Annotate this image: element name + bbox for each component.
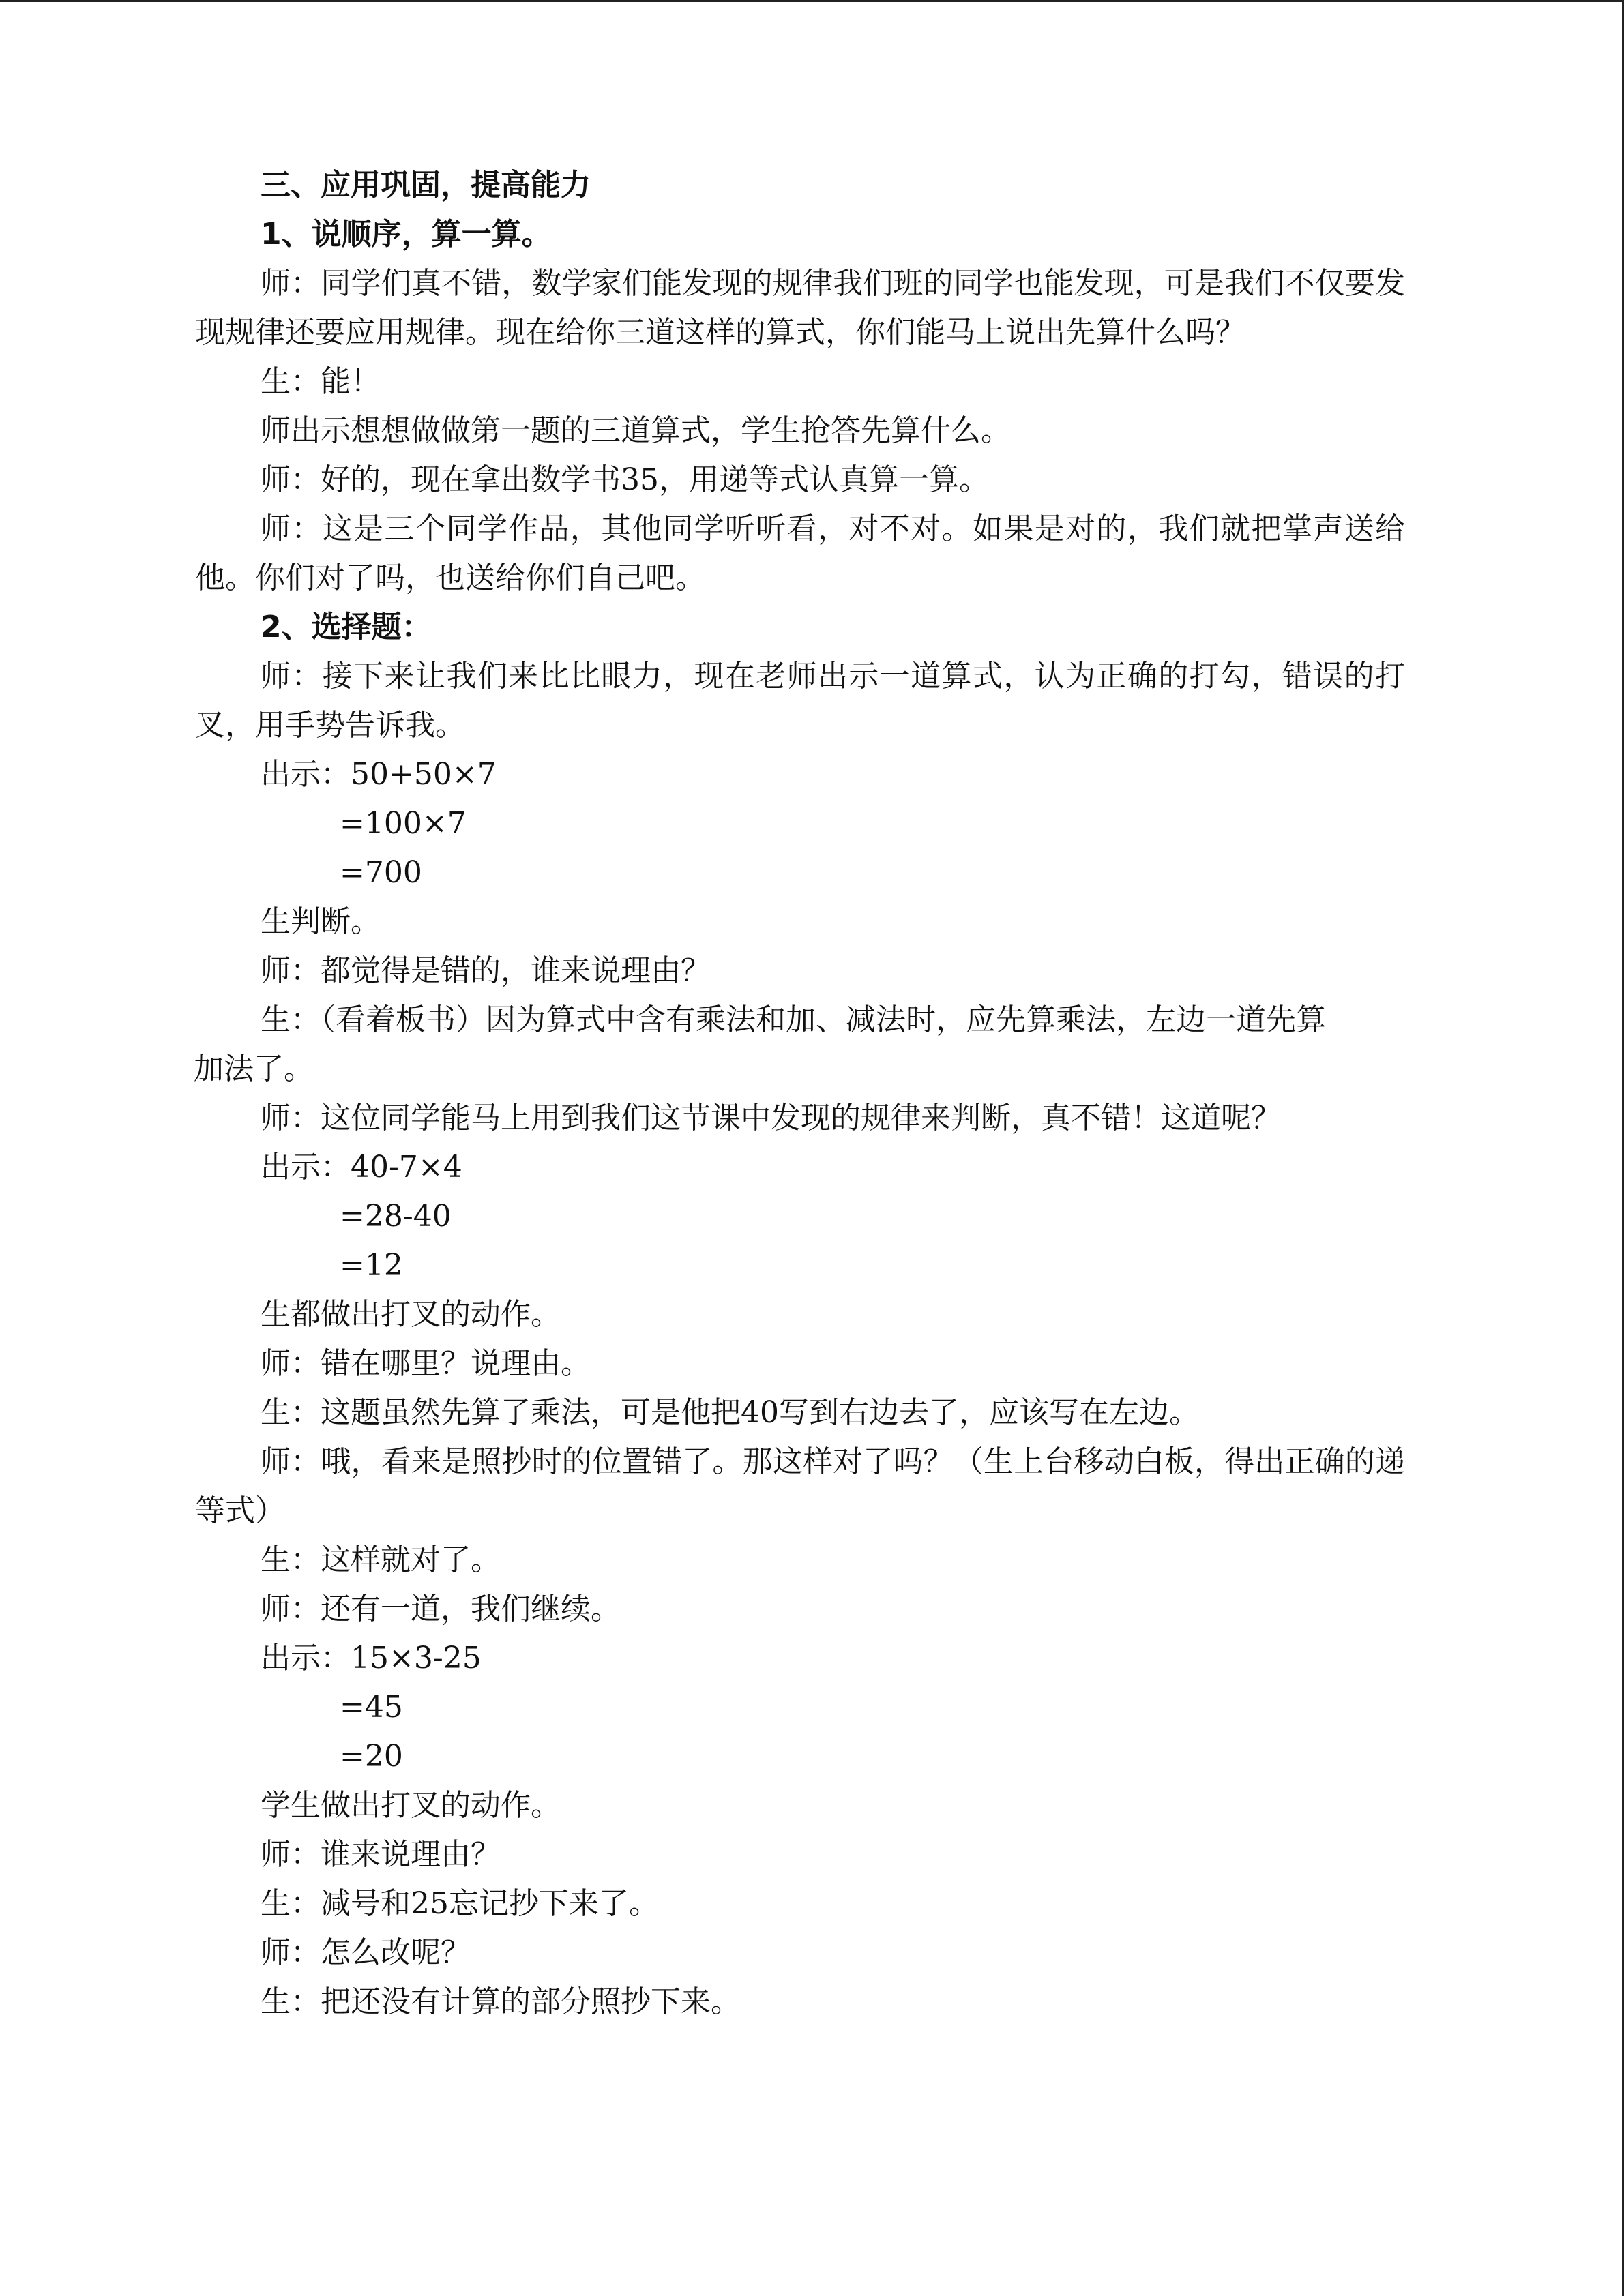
- page-top-border: [0, 0, 1624, 2]
- subsection-heading-2: 2、选择题：: [261, 610, 432, 644]
- paragraph-continuation: 加法了。: [194, 1052, 314, 1086]
- paragraph: 师：还有一道，我们继续。: [261, 1592, 621, 1626]
- paragraph: 师：都觉得是错的，谁来说理由？: [261, 953, 711, 988]
- paragraph: 生：这样就对了。: [261, 1542, 501, 1577]
- formula-step: =20: [340, 1739, 403, 1774]
- formula-step: =700: [340, 855, 422, 890]
- paragraph: 生判断。: [261, 904, 381, 939]
- paragraph: 师：接下来让我们来比比眼力，现在老师出示一道算式，认为正确的打勾，错误的打叉，用手势告诉我。: [195, 659, 1405, 743]
- paragraph: 师：怎么改呢？: [261, 1935, 471, 1970]
- document-body: [195, 161, 1405, 2027]
- paragraph: 师：好的，现在拿出数学书35，用递等式认真算一算。: [261, 462, 989, 497]
- formula-show: 出示：15×3-25: [261, 1641, 482, 1675]
- paragraph: 师：这位同学能马上用到我们这节课中发现的规律来判断，真不错！这道呢？: [261, 1101, 1281, 1135]
- formula-show: 出示：50+50×7: [261, 757, 497, 792]
- paragraph: 生：能！: [261, 364, 381, 399]
- formula-step: =100×7: [340, 806, 467, 841]
- paragraph: 师：这是三个同学作品，其他同学听听看，对不对。如果是对的，我们就把掌声送给他。你们对了吗，也送给你们自己吧。: [195, 511, 1405, 595]
- formula-step: =28-40: [340, 1199, 452, 1234]
- paragraph: 生：这题虽然先算了乘法，可是他把40写到右边去了，应该写在左边。: [261, 1395, 1199, 1430]
- paragraph: 生：（看着板书）因为算式中含有乘法和加、减法时，应先算乘法，左边一道先算: [261, 1002, 1326, 1037]
- paragraph: 师：同学们真不错，数学家们能发现的规律我们班的同学也能发现，可是我们不仅要发现规律还要应用规律。现在给你三道这样的算式，你们能马上说出先算什么吗？: [195, 266, 1405, 350]
- subsection-heading-1: 1、说顺序，算一算。: [261, 217, 552, 252]
- paragraph: 师：哦，看来是照抄时的位置错了。那这样对了吗？（生上台移动白板，得出正确的递等式）: [195, 1444, 1405, 1528]
- paragraph: 学生做出打叉的动作。: [261, 1788, 561, 1823]
- paragraph: 师：错在哪里？说理由。: [261, 1346, 591, 1381]
- paragraph: 生都做出打叉的动作。: [261, 1297, 561, 1332]
- paragraph: 生：减号和25忘记抄下来了。: [261, 1886, 659, 1921]
- formula-step: =45: [340, 1690, 403, 1725]
- formula-show: 出示：40-7×4: [261, 1150, 462, 1184]
- paragraph: 师：谁来说理由？: [261, 1837, 501, 1872]
- formula-step: =12: [340, 1248, 403, 1283]
- paragraph: 师出示想想做做第一题的三道算式，学生抢答先算什么。: [261, 413, 1011, 448]
- section-heading: 三、应用巩固，提高能力: [261, 168, 591, 203]
- paragraph: 生：把还没有计算的部分照抄下来。: [261, 1984, 741, 2019]
